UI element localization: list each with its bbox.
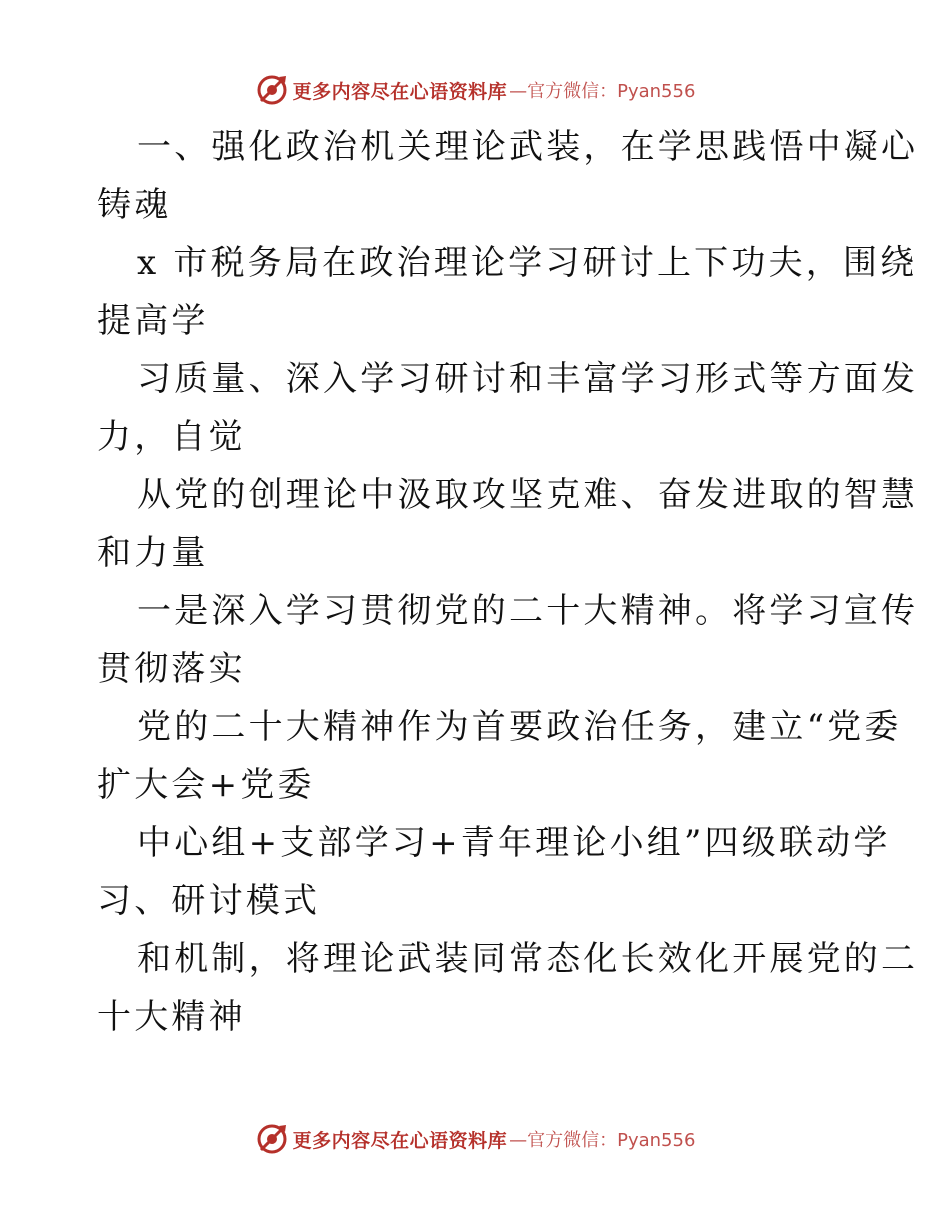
paragraph-first-line: 一是深入学习贯彻党的二十大精神。将学习宣传 [137, 591, 919, 631]
paragraph-continuation: 铸魂 [97, 185, 172, 225]
header-contact-text: —官方微信：Pyan556 [509, 81, 696, 102]
footer-banner [0, 1119, 950, 1159]
paragraph-first-line: 习质量、深入学习研讨和丰富学习形式等方面发 [137, 359, 919, 399]
paragraph-first-line: 一、强化政治机关理论武装，在学思践悟中凝心 [137, 127, 919, 167]
paragraph-first-line: 和机制，将理论武装同常态化长效化开展党的二 [137, 939, 919, 979]
paragraph-continuation: 扩大会+党委 [97, 765, 315, 805]
paragraph [97, 930, 919, 1046]
paragraph [97, 582, 919, 698]
paragraph [97, 814, 891, 930]
paragraph-first-line: 党的二十大精神作为首要政治任务，建立“党委 [137, 707, 902, 747]
paragraph [97, 698, 902, 814]
paragraph-continuation: 贯彻落实 [97, 649, 246, 689]
document-body [97, 118, 919, 1046]
paragraph-continuation: 习、研讨模式 [97, 881, 321, 921]
header-brand-text: 更多内容尽在心语资料库 [292, 80, 508, 103]
footer-contact-text: —官方微信：Pyan556 [509, 1130, 696, 1151]
paragraph [97, 234, 918, 350]
paragraph-continuation: 十大精神 [97, 997, 246, 1037]
paragraph-continuation: 力，自觉 [97, 417, 246, 457]
footer-brand-text: 更多内容尽在心语资料库 [292, 1129, 508, 1152]
paragraph [97, 350, 919, 466]
header-banner [0, 70, 950, 110]
brand-logo-icon [255, 1122, 289, 1156]
brand-logo-icon [255, 73, 289, 107]
paragraph [97, 466, 919, 582]
paragraph-continuation: 和力量 [97, 533, 209, 573]
paragraph-first-line: 从党的创理论中汲取攻坚克难、奋发进取的智慧 [137, 475, 919, 515]
paragraph [97, 118, 919, 234]
paragraph-continuation: 提高学 [97, 301, 209, 341]
paragraph-first-line: 中心组+支部学习+青年理论小组”四级联动学 [137, 823, 891, 863]
paragraph-first-line: x 市税务局在政治理论学习研讨上下功夫，围绕 [137, 243, 918, 283]
